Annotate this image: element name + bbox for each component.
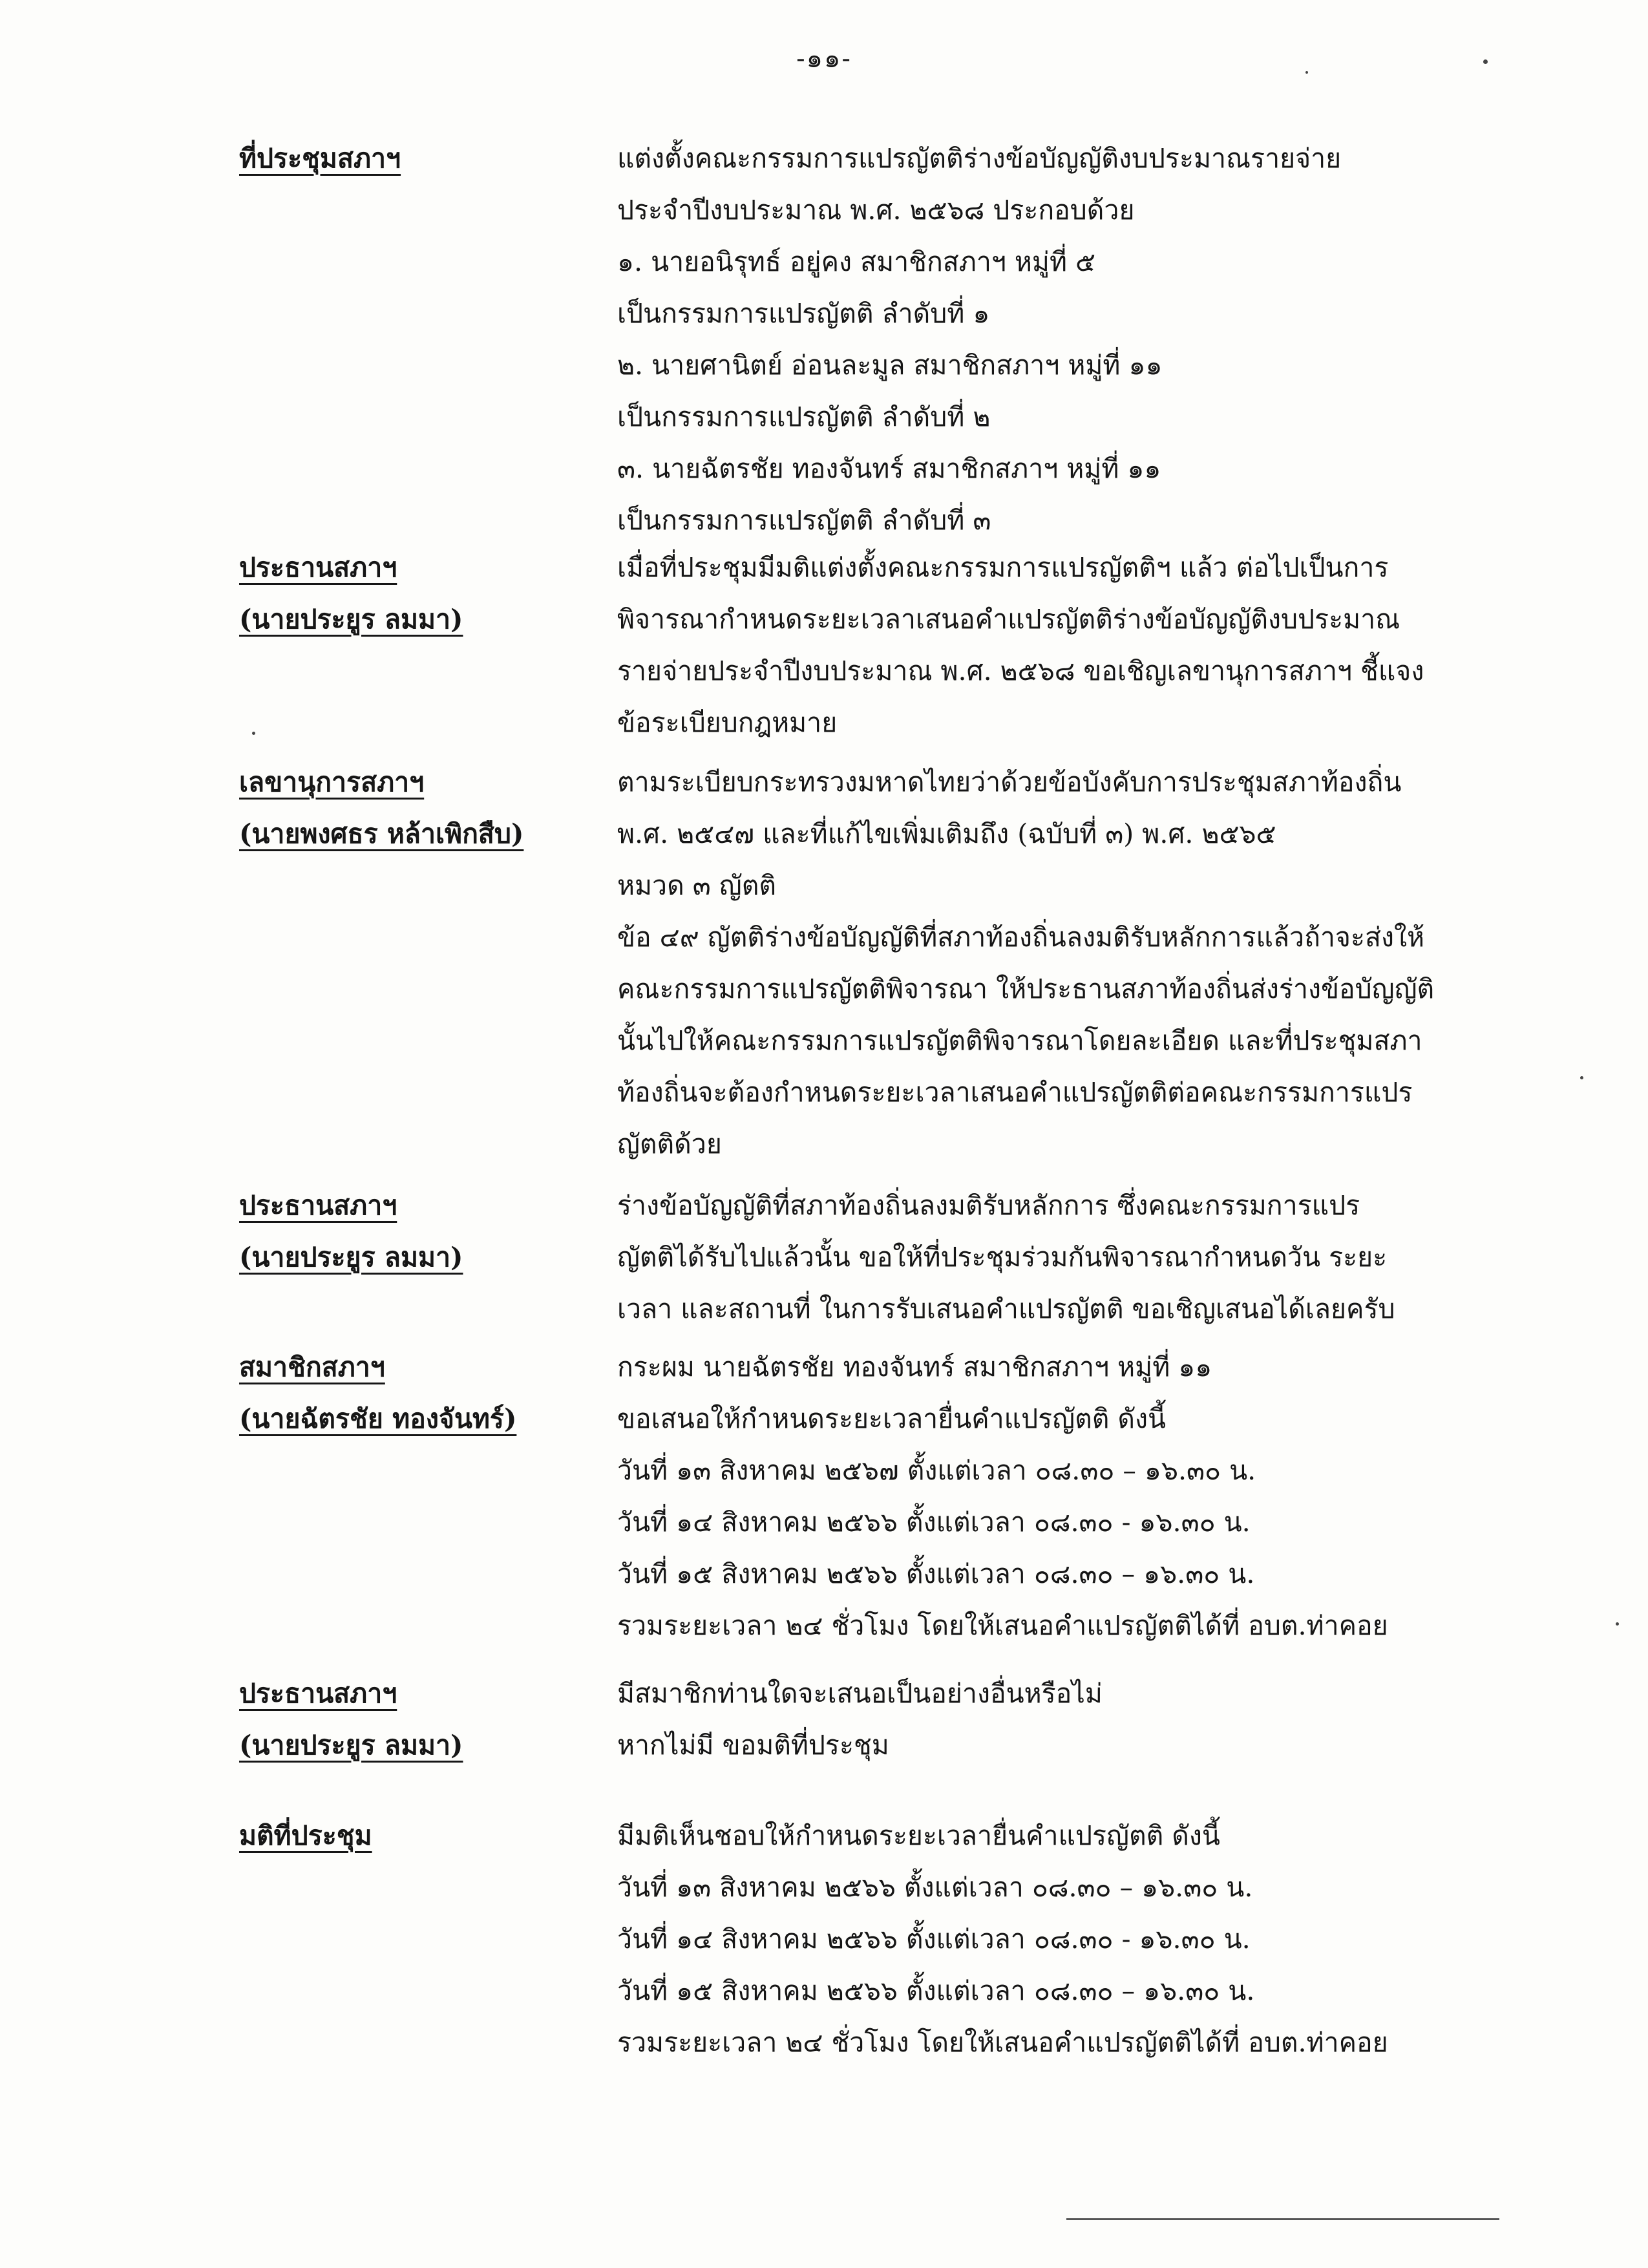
speaker-label xyxy=(239,1810,601,1861)
scan-speck xyxy=(252,732,255,735)
speaker-role: เลขานุการสภาฯ xyxy=(239,767,425,798)
speaker-role: ประธานสภาฯ xyxy=(239,1678,397,1709)
speaker-role: ที่ประชุมสภาฯ xyxy=(239,143,401,174)
body-line: ท้องถิ่นจะต้องกำหนดระยะเวลาเสนอคำแปรญัตติต่อคณะกรรมการแปร xyxy=(617,1077,1413,1108)
body-line: หมวด ๓ ญัตติ xyxy=(617,870,776,901)
body-line: วันที่ ๑๔ สิงหาคม ๒๕๖๖ ตั้งแต่เวลา ๐๘.๓๐ - ๑๖.๓๐ น. xyxy=(617,1924,1251,1955)
body-line: ญัตติได้รับไปแล้วนั้น ขอให้ที่ประชุมร่วมกันพิจารณากำหนดวัน ระยะ xyxy=(617,1242,1388,1273)
scan-speck xyxy=(1616,1622,1619,1626)
body-line: เป็นกรรมการแปรญัตติ ลำดับที่ ๑ xyxy=(617,298,990,329)
scan-speck xyxy=(1580,1076,1583,1079)
speaker-label xyxy=(239,1668,601,1771)
body-line: รวมระยะเวลา ๒๔ ชั่วโมง โดยให้เสนอคำแปรญัตติได้ที่ อบต.ท่าคอย xyxy=(617,2027,1388,2058)
body-line: หากไม่มี ขอมติที่ประชุม xyxy=(617,1730,889,1761)
speaker-role: ประธานสภาฯ xyxy=(239,1190,397,1221)
body-line: เป็นกรรมการแปรญัตติ ลำดับที่ ๒ xyxy=(617,401,991,432)
speaker-name: (นายพงศธร หล้าเพิกสืบ) xyxy=(239,818,524,849)
body-line: วันที่ ๑๕ สิงหาคม ๒๕๖๖ ตั้งแต่เวลา ๐๘.๓๐ – ๑๖.๓๐ น. xyxy=(617,1975,1255,2006)
body-line: เป็นกรรมการแปรญัตติ ลำดับที่ ๓ xyxy=(617,505,991,536)
section-body xyxy=(617,756,1548,1170)
body-line: เวลา และสถานที่ ในการรับเสนอคำแปรญัตติ ขอเชิญเสนอได้เลยครับ xyxy=(617,1293,1395,1324)
speaker-name: (นายประยูร ลมมา) xyxy=(239,1730,463,1761)
section-body xyxy=(617,1810,1548,2068)
speaker-name: (นายประยูร ลมมา) xyxy=(239,1242,463,1273)
speaker-label xyxy=(239,756,601,860)
speaker-label xyxy=(239,542,601,645)
section-body xyxy=(617,132,1548,546)
body-line: แต่งตั้งคณะกรรมการแปรญัตติร่างข้อบัญญัติงบประมาณรายจ่าย xyxy=(617,143,1342,174)
scan-speck xyxy=(1483,59,1488,64)
speaker-role: ประธานสภาฯ xyxy=(239,552,397,583)
body-line: รวมระยะเวลา ๒๔ ชั่วโมง โดยให้เสนอคำแปรญัตติได้ที่ อบต.ท่าคอย xyxy=(617,1610,1388,1641)
body-line: นั้นไปให้คณะกรรมการแปรญัตติพิจารณาโดยละเอียด และที่ประชุมสภา xyxy=(617,1025,1422,1056)
scan-speck xyxy=(1305,71,1308,74)
section-body xyxy=(617,1180,1548,1335)
footer-rule xyxy=(1066,2218,1499,2220)
body-line: วันที่ ๑๓ สิงหาคม ๒๕๖๖ ตั้งแต่เวลา ๐๘.๓๐ – ๑๖.๓๐ น. xyxy=(617,1872,1253,1903)
body-line: ข้อ ๔๙ ญัตติร่างข้อบัญญัติที่สภาท้องถิ่นลงมติรับหลักการแล้วถ้าจะส่งให้ xyxy=(617,922,1425,953)
body-line: มีสมาชิกท่านใดจะเสนอเป็นอย่างอื่นหรือไม่ xyxy=(617,1678,1103,1709)
speaker-label xyxy=(239,132,601,184)
body-line: กระผม นายฉัตรชัย ทองจันทร์ สมาชิกสภาฯ หมู่ที่ ๑๑ xyxy=(617,1351,1212,1383)
body-line: ประจำปีงบประมาณ พ.ศ. ๒๕๖๘ ประกอบด้วย xyxy=(617,195,1135,226)
speaker-role: มติที่ประชุม xyxy=(239,1820,372,1851)
body-line: ๓. นายฉัตรชัย ทองจันทร์ สมาชิกสภาฯ หมู่ที่ ๑๑ xyxy=(617,453,1161,484)
body-line: วันที่ ๑๔ สิงหาคม ๒๕๖๖ ตั้งแต่เวลา ๐๘.๓๐ - ๑๖.๓๐ น. xyxy=(617,1507,1251,1538)
section-body xyxy=(617,1341,1548,1651)
page-number: -๑๑- xyxy=(796,44,852,74)
body-line: ๒. นายศานิตย์ อ่อนละมูล สมาชิกสภาฯ หมู่ที่ ๑๑ xyxy=(617,350,1163,381)
body-line: พิจารณากำหนดระยะเวลาเสนอคำแปรญัตติร่างข้อบัญญัติงบประมาณ xyxy=(617,604,1400,635)
body-line: รายจ่ายประจำปีงบประมาณ พ.ศ. ๒๕๖๘ ขอเชิญเลขานุการสภาฯ ชี้แจง xyxy=(617,655,1424,686)
body-line: ๑. นายอนิรุทธ์ อยู่คง สมาชิกสภาฯ หมู่ที่ ๕ xyxy=(617,246,1096,277)
section-body xyxy=(617,542,1548,748)
speaker-role: สมาชิกสภาฯ xyxy=(239,1351,385,1383)
body-line: ร่างข้อบัญญัติที่สภาท้องถิ่นลงมติรับหลักการ ซึ่งคณะกรรมการแปร xyxy=(617,1190,1360,1221)
body-line: คณะกรรมการแปรญัตติพิจารณา ให้ประธานสภาท้องถิ่นส่งร่างข้อบัญญัติ xyxy=(617,973,1435,1004)
body-line: เมื่อที่ประชุมมีมติแต่งตั้งคณะกรรมการแปรญัตติฯ แล้ว ต่อไปเป็นการ xyxy=(617,552,1389,583)
speaker-label xyxy=(239,1180,601,1283)
body-line: ตามระเบียบกระทรวงมหาดไทยว่าด้วยข้อบังคับการประชุมสภาท้องถิ่น xyxy=(617,767,1402,798)
section-body xyxy=(617,1668,1548,1771)
body-line: วันที่ ๑๕ สิงหาคม ๒๕๖๖ ตั้งแต่เวลา ๐๘.๓๐ – ๑๖.๓๐ น. xyxy=(617,1558,1255,1589)
speaker-name: (นายประยูร ลมมา) xyxy=(239,604,463,635)
body-line: มีมติเห็นชอบให้กำหนดระยะเวลายื่นคำแปรญัตติ ดังนี้ xyxy=(617,1820,1220,1851)
speaker-label xyxy=(239,1341,601,1445)
body-line: วันที่ ๑๓ สิงหาคม ๒๕๖๗ ตั้งแต่เวลา ๐๘.๓๐ – ๑๖.๓๐ น. xyxy=(617,1455,1256,1486)
body-line: ข้อระเบียบกฎหมาย xyxy=(617,707,838,738)
speaker-name: (นายฉัตรชัย ทองจันทร์) xyxy=(239,1403,517,1434)
body-line: ขอเสนอให้กำหนดระยะเวลายื่นคำแปรญัตติ ดังนี้ xyxy=(617,1403,1167,1434)
body-line: ญัตติด้วย xyxy=(617,1129,722,1160)
body-line: พ.ศ. ๒๕๔๗ และที่แก้ไขเพิ่มเติมถึง (ฉบับที่ ๓) พ.ศ. ๒๕๖๕ xyxy=(617,818,1276,849)
